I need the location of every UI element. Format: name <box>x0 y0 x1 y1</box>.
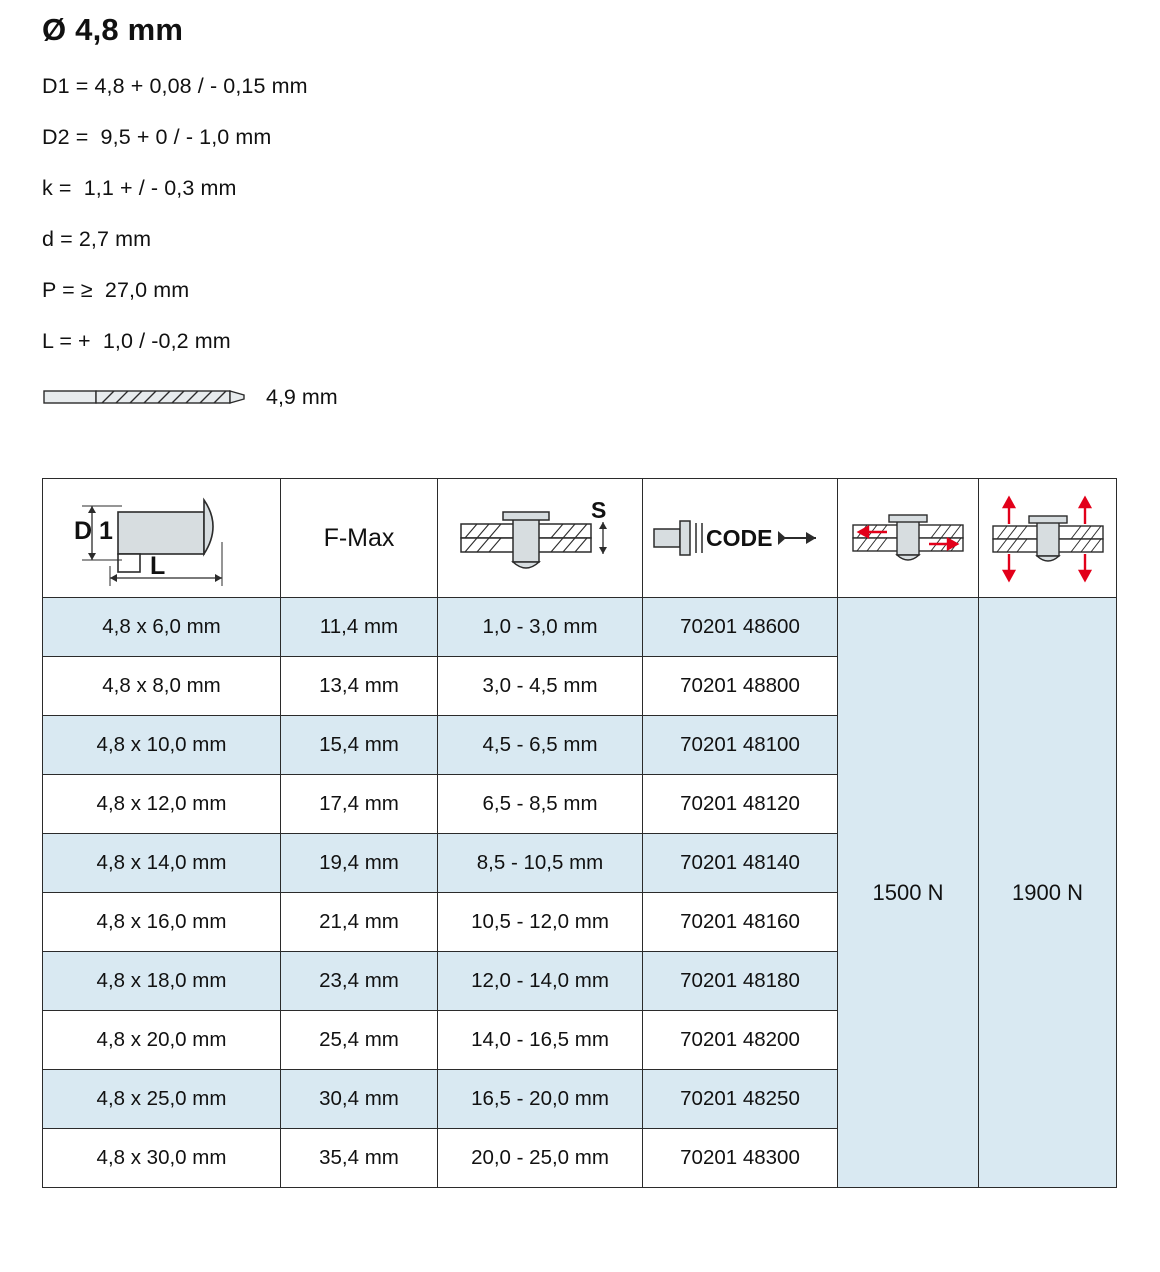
column-header-code <box>643 479 838 598</box>
cell-grip: 1,0 - 3,0 mm <box>438 598 643 657</box>
svg-text:CODE: CODE <box>706 525 773 551</box>
cell-grip: 4,5 - 6,5 mm <box>438 716 643 775</box>
table-row <box>43 598 1117 657</box>
cell-code: 70201 48200 <box>643 1011 838 1070</box>
cell-code: 70201 48250 <box>643 1070 838 1129</box>
drill-size-label: 4,9 mm <box>266 384 338 409</box>
cell-grip: 8,5 - 10,5 mm <box>438 834 643 893</box>
cell-size: 4,8 x 12,0 mm <box>43 775 281 834</box>
column-header-fmax: F-Max <box>281 479 438 598</box>
spec-item-p: P = ≥ 27,0 mm <box>42 278 190 302</box>
cell-code: 70201 48160 <box>643 893 838 952</box>
cell-fmax: 11,4 mm <box>281 598 438 657</box>
specification-list <box>42 74 1160 354</box>
cell-grip: 3,0 - 4,5 mm <box>438 657 643 716</box>
cell-shear-force: 1500 N <box>838 598 979 1188</box>
rivet-dimension-d1-l-icon <box>43 486 280 590</box>
page-title: Ø 4,8 mm <box>42 12 184 47</box>
spec-item-k: k = 1,1 + / - 0,3 mm <box>42 176 237 200</box>
rivet-specification-table <box>42 478 1116 1188</box>
cell-fmax: 21,4 mm <box>281 893 438 952</box>
cell-code: 70201 48800 <box>643 657 838 716</box>
cell-size: 4,8 x 25,0 mm <box>43 1070 281 1129</box>
spec-item-d2: D2 = 9,5 + 0 / - 1,0 mm <box>42 125 272 149</box>
svg-text:S: S <box>591 497 607 523</box>
cell-size: 4,8 x 6,0 mm <box>43 598 281 657</box>
cell-size: 4,8 x 10,0 mm <box>43 716 281 775</box>
cell-fmax: 23,4 mm <box>281 952 438 1011</box>
cell-fmax: 25,4 mm <box>281 1011 438 1070</box>
cell-size: 4,8 x 30,0 mm <box>43 1129 281 1188</box>
cell-size: 4,8 x 18,0 mm <box>43 952 281 1011</box>
table-header-row <box>43 479 1117 598</box>
cell-tensile-force: 1900 N <box>979 598 1117 1188</box>
cell-grip: 12,0 - 14,0 mm <box>438 952 643 1011</box>
drill-size-row <box>42 384 1160 410</box>
cell-code: 70201 48140 <box>643 834 838 893</box>
cell-grip: 10,5 - 12,0 mm <box>438 893 643 952</box>
svg-text:L: L <box>149 552 165 580</box>
cell-grip: 6,5 - 8,5 mm <box>438 775 643 834</box>
cell-fmax: 17,4 mm <box>281 775 438 834</box>
cell-size: 4,8 x 14,0 mm <box>43 834 281 893</box>
cell-grip: 14,0 - 16,5 mm <box>438 1011 643 1070</box>
cell-grip: 20,0 - 25,0 mm <box>438 1129 643 1188</box>
cell-fmax: 15,4 mm <box>281 716 438 775</box>
cell-grip: 16,5 - 20,0 mm <box>438 1070 643 1129</box>
cell-fmax: 35,4 mm <box>281 1129 438 1188</box>
cell-code: 70201 48100 <box>643 716 838 775</box>
tensile-force-arrows-icon <box>979 492 1116 584</box>
column-header-dimensions <box>43 479 281 598</box>
column-header-shear <box>838 479 979 598</box>
cell-fmax: 30,4 mm <box>281 1070 438 1129</box>
svg-text:D 1: D 1 <box>73 517 113 545</box>
rivet-grip-range-s-icon <box>438 494 642 582</box>
shear-force-arrows-icon <box>838 499 978 577</box>
spec-item-d: d = 2,7 mm <box>42 227 152 251</box>
table-body <box>43 598 1117 1188</box>
column-header-tensile <box>979 479 1117 598</box>
cell-size: 4,8 x 20,0 mm <box>43 1011 281 1070</box>
cell-code: 70201 48120 <box>643 775 838 834</box>
cell-size: 4,8 x 8,0 mm <box>43 657 281 716</box>
drill-bit-icon <box>42 384 250 410</box>
column-header-grip-range <box>438 479 643 598</box>
cell-size: 4,8 x 16,0 mm <box>43 893 281 952</box>
cell-code: 70201 48180 <box>643 952 838 1011</box>
cell-code: 70201 48600 <box>643 598 838 657</box>
cell-code: 70201 48300 <box>643 1129 838 1188</box>
cell-fmax: 13,4 mm <box>281 657 438 716</box>
rivet-code-icon <box>643 513 837 563</box>
spec-item-l: L = + 1,0 / -0,2 mm <box>42 329 231 353</box>
cell-fmax: 19,4 mm <box>281 834 438 893</box>
spec-item-d1: D1 = 4,8 + 0,08 / - 0,15 mm <box>42 74 308 98</box>
